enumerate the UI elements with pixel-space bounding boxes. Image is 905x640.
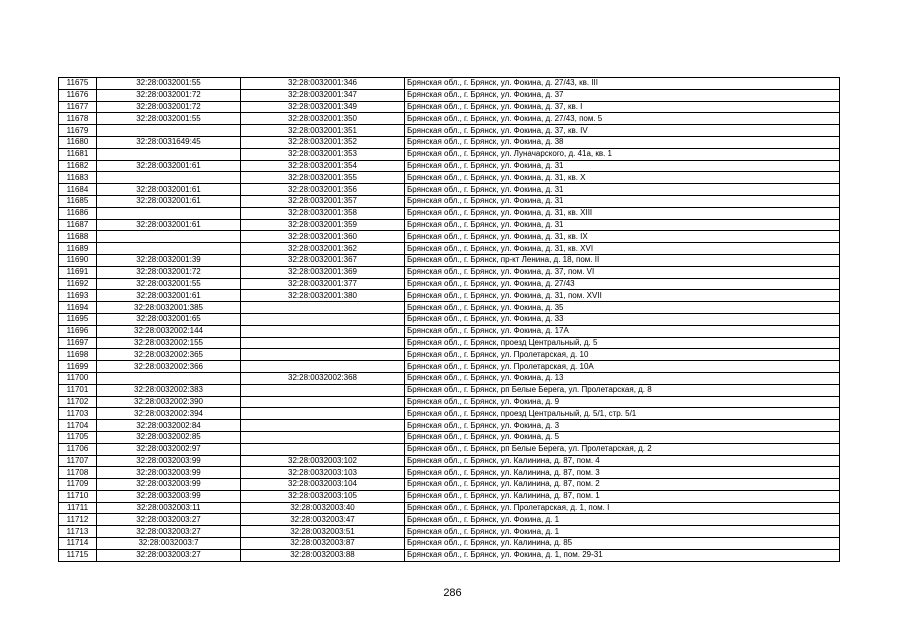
table-row	[59, 361, 840, 373]
table-row	[59, 408, 840, 420]
object-cadastral-number-cell	[241, 431, 405, 443]
address-cell: Брянская обл., г. Брянск, пр-кт Ленина, д. 18, пом. II	[405, 254, 840, 266]
table-row	[59, 290, 840, 302]
cadastral-number-cell: 32:28:0032001:55	[97, 278, 241, 290]
cadastral-number-cell: 32:28:0032002:155	[97, 337, 241, 349]
table-row	[59, 160, 840, 172]
cadastral-number-cell: 32:28:0032001:61	[97, 184, 241, 196]
address-cell: Брянская обл., г. Брянск, ул. Фокина, д. 1, пом. 29-31	[405, 549, 840, 561]
address-cell: Брянская обл., г. Брянск, рп Белые Берега, ул. Пролетарская, д. 8	[405, 384, 840, 396]
address-cell: Брянская обл., г. Брянск, ул. Фокина, д. 27/43, кв. III	[405, 78, 840, 90]
table-row	[59, 526, 840, 538]
object-cadastral-number-cell: 32:28:0032001:353	[241, 148, 405, 160]
address-cell: Брянская обл., г. Брянск, ул. Фокина, д. 3	[405, 420, 840, 432]
object-cadastral-number-cell: 32:28:0032003:105	[241, 490, 405, 502]
cadastral-number-cell: 32:28:0032002:394	[97, 408, 241, 420]
table-row	[59, 514, 840, 526]
table-row	[59, 479, 840, 491]
cadastral-number-cell: 32:28:0032001:39	[97, 254, 241, 266]
row-number-cell: 11684	[59, 184, 97, 196]
table-row	[59, 184, 840, 196]
address-cell: Брянская обл., г. Брянск, ул. Фокина, д. 9	[405, 396, 840, 408]
table-row	[59, 266, 840, 278]
table-row	[59, 78, 840, 90]
cadastral-number-cell: 32:28:0032001:72	[97, 101, 241, 113]
row-number-cell: 11715	[59, 549, 97, 561]
address-cell: Брянская обл., г. Брянск, ул. Калинина, д. 87, пом. 1	[405, 490, 840, 502]
cadastral-number-cell: 32:28:0032001:55	[97, 78, 241, 90]
object-cadastral-number-cell: 32:28:0032001:354	[241, 160, 405, 172]
cadastral-number-cell: 32:28:0032002:144	[97, 325, 241, 337]
object-cadastral-number-cell	[241, 325, 405, 337]
row-number-cell: 11705	[59, 431, 97, 443]
address-cell: Брянская обл., г. Брянск, ул. Фокина, д. 31, кв. IX	[405, 231, 840, 243]
row-number-cell: 11704	[59, 420, 97, 432]
table-row	[59, 207, 840, 219]
row-number-cell: 11681	[59, 148, 97, 160]
object-cadastral-number-cell: 32:28:0032001:349	[241, 101, 405, 113]
row-number-cell: 11693	[59, 290, 97, 302]
object-cadastral-number-cell: 32:28:0032001:347	[241, 89, 405, 101]
table-row	[59, 467, 840, 479]
cadastral-number-cell: 32:28:0032003:7	[97, 538, 241, 550]
cadastral-number-cell: 32:28:0032002:84	[97, 420, 241, 432]
row-number-cell: 11701	[59, 384, 97, 396]
address-cell: Брянская обл., г. Брянск, ул. Калинина, д. 87, пом. 2	[405, 479, 840, 491]
row-number-cell: 11707	[59, 455, 97, 467]
row-number-cell: 11709	[59, 479, 97, 491]
table-row	[59, 431, 840, 443]
cadastral-number-cell: 32:28:0032002:365	[97, 349, 241, 361]
cadastral-number-cell: 32:28:0032001:55	[97, 113, 241, 125]
cadastral-number-cell: 32:28:0032001:72	[97, 266, 241, 278]
object-cadastral-number-cell: 32:28:0032003:103	[241, 467, 405, 479]
address-cell: Брянская обл., г. Брянск, рп Белые Берега, ул. Пролетарская, д. 2	[405, 443, 840, 455]
row-number-cell: 11696	[59, 325, 97, 337]
row-number-cell: 11706	[59, 443, 97, 455]
table-row	[59, 490, 840, 502]
address-cell: Брянская обл., г. Брянск, ул. Фокина, д. 31, кв. X	[405, 172, 840, 184]
cadastral-number-cell: 32:28:0032002:390	[97, 396, 241, 408]
object-cadastral-number-cell: 32:28:0032001:367	[241, 254, 405, 266]
row-number-cell: 11680	[59, 136, 97, 148]
registry-table-body	[59, 78, 840, 562]
cadastral-number-cell: 32:28:0032001:61	[97, 160, 241, 172]
object-cadastral-number-cell: 32:28:0032003:51	[241, 526, 405, 538]
object-cadastral-number-cell: 32:28:0032001:358	[241, 207, 405, 219]
cadastral-number-cell: 32:28:0032002:383	[97, 384, 241, 396]
object-cadastral-number-cell: 32:28:0032003:104	[241, 479, 405, 491]
row-number-cell: 11678	[59, 113, 97, 125]
cadastral-number-cell: 32:28:0032003:99	[97, 490, 241, 502]
table-row	[59, 325, 840, 337]
address-cell: Брянская обл., г. Брянск, ул. Фокина, д. 31, пом. XVII	[405, 290, 840, 302]
address-cell: Брянская обл., г. Брянск, ул. Пролетарская, д. 1, пом. I	[405, 502, 840, 514]
row-number-cell: 11702	[59, 396, 97, 408]
cadastral-number-cell: 32:28:0032003:11	[97, 502, 241, 514]
row-number-cell: 11675	[59, 78, 97, 90]
address-cell: Брянская обл., г. Брянск, ул. Пролетарская, д. 10А	[405, 361, 840, 373]
object-cadastral-number-cell: 32:28:0032003:102	[241, 455, 405, 467]
row-number-cell: 11695	[59, 313, 97, 325]
address-cell: Брянская обл., г. Брянск, ул. Фокина, д. 38	[405, 136, 840, 148]
address-cell: Брянская обл., г. Брянск, ул. Калинина, д. 87, пом. 3	[405, 467, 840, 479]
cadastral-number-cell	[97, 125, 241, 137]
object-cadastral-number-cell: 32:28:0032001:377	[241, 278, 405, 290]
row-number-cell: 11694	[59, 302, 97, 314]
object-cadastral-number-cell: 32:28:0032003:88	[241, 549, 405, 561]
object-cadastral-number-cell: 32:28:0032001:355	[241, 172, 405, 184]
table-row	[59, 420, 840, 432]
address-cell: Брянская обл., г. Брянск, ул. Фокина, д. 27/43	[405, 278, 840, 290]
row-number-cell: 11692	[59, 278, 97, 290]
address-cell: Брянская обл., г. Брянск, ул. Фокина, д. 31	[405, 219, 840, 231]
object-cadastral-number-cell: 32:28:0032001:346	[241, 78, 405, 90]
cadastral-number-cell: 32:28:0032001:385	[97, 302, 241, 314]
object-cadastral-number-cell	[241, 384, 405, 396]
cadastral-number-cell: 32:28:0032001:61	[97, 195, 241, 207]
row-number-cell: 11679	[59, 125, 97, 137]
cadastral-number-cell	[97, 148, 241, 160]
table-row	[59, 396, 840, 408]
table-row	[59, 337, 840, 349]
table-row	[59, 113, 840, 125]
cadastral-number-cell: 32:28:0032003:27	[97, 514, 241, 526]
address-cell: Брянская обл., г. Брянск, проезд Центральный, д. 5	[405, 337, 840, 349]
row-number-cell: 11677	[59, 101, 97, 113]
row-number-cell: 11708	[59, 467, 97, 479]
table-row	[59, 372, 840, 384]
cadastral-number-cell	[97, 207, 241, 219]
row-number-cell: 11683	[59, 172, 97, 184]
address-cell: Брянская обл., г. Брянск, ул. Фокина, д. 1	[405, 526, 840, 538]
object-cadastral-number-cell	[241, 408, 405, 420]
cadastral-number-cell	[97, 372, 241, 384]
address-cell: Брянская обл., г. Брянск, ул. Фокина, д. 31	[405, 184, 840, 196]
cadastral-number-cell	[97, 172, 241, 184]
row-number-cell: 11698	[59, 349, 97, 361]
cadastral-number-cell: 32:28:0032002:97	[97, 443, 241, 455]
address-cell: Брянская обл., г. Брянск, ул. Фокина, д. 31, кв. XVI	[405, 243, 840, 255]
row-number-cell: 11700	[59, 372, 97, 384]
object-cadastral-number-cell: 32:28:0032001:360	[241, 231, 405, 243]
row-number-cell: 11687	[59, 219, 97, 231]
address-cell: Брянская обл., г. Брянск, ул. Пролетарская, д. 10	[405, 349, 840, 361]
object-cadastral-number-cell: 32:28:0032001:369	[241, 266, 405, 278]
object-cadastral-number-cell: 32:28:0032001:362	[241, 243, 405, 255]
address-cell: Брянская обл., г. Брянск, ул. Калинина, д. 85	[405, 538, 840, 550]
address-cell: Брянская обл., г. Брянск, ул. Калинина, д. 87, пом. 4	[405, 455, 840, 467]
cadastral-number-cell: 32:28:0032003:99	[97, 467, 241, 479]
address-cell: Брянская обл., г. Брянск, ул. Фокина, д. 1	[405, 514, 840, 526]
table-row	[59, 443, 840, 455]
row-number-cell: 11710	[59, 490, 97, 502]
table-row	[59, 302, 840, 314]
cadastral-number-cell: 32:28:0032003:27	[97, 526, 241, 538]
page-number: 286	[443, 587, 462, 599]
address-cell: Брянская обл., г. Брянск, ул. Фокина, д. 37, кв. I	[405, 101, 840, 113]
object-cadastral-number-cell: 32:28:0032001:350	[241, 113, 405, 125]
cadastral-number-cell: 32:28:0032001:72	[97, 89, 241, 101]
address-cell: Брянская обл., г. Брянск, ул. Фокина, д. 31, кв. XIII	[405, 207, 840, 219]
row-number-cell: 11685	[59, 195, 97, 207]
row-number-cell: 11713	[59, 526, 97, 538]
row-number-cell: 11703	[59, 408, 97, 420]
row-number-cell: 11688	[59, 231, 97, 243]
address-cell: Брянская обл., г. Брянск, ул. Фокина, д. 31	[405, 160, 840, 172]
table-row	[59, 243, 840, 255]
object-cadastral-number-cell	[241, 361, 405, 373]
address-cell: Брянская обл., г. Брянск, ул. Фокина, д. 13	[405, 372, 840, 384]
table-row	[59, 278, 840, 290]
table-row	[59, 89, 840, 101]
object-cadastral-number-cell: 32:28:0032001:352	[241, 136, 405, 148]
row-number-cell: 11691	[59, 266, 97, 278]
object-cadastral-number-cell: 32:28:0032001:359	[241, 219, 405, 231]
cadastral-number-cell: 32:28:0032002:85	[97, 431, 241, 443]
cadastral-number-cell: 32:28:0032002:366	[97, 361, 241, 373]
cadastral-number-cell: 32:28:0032001:65	[97, 313, 241, 325]
object-cadastral-number-cell: 32:28:0032002:368	[241, 372, 405, 384]
object-cadastral-number-cell: 32:28:0032003:47	[241, 514, 405, 526]
object-cadastral-number-cell: 32:28:0032001:351	[241, 125, 405, 137]
table-row	[59, 455, 840, 467]
table-row	[59, 231, 840, 243]
row-number-cell: 11676	[59, 89, 97, 101]
object-cadastral-number-cell	[241, 313, 405, 325]
cadastral-number-cell: 32:28:0032001:61	[97, 219, 241, 231]
address-cell: Брянская обл., г. Брянск, ул. Фокина, д. 37, пом. VI	[405, 266, 840, 278]
row-number-cell: 11682	[59, 160, 97, 172]
table-row	[59, 195, 840, 207]
table-row	[59, 254, 840, 266]
object-cadastral-number-cell	[241, 420, 405, 432]
address-cell: Брянская обл., г. Брянск, ул. Фокина, д. 31	[405, 195, 840, 207]
row-number-cell: 11690	[59, 254, 97, 266]
cadastral-number-cell: 32:28:0031649:45	[97, 136, 241, 148]
cadastral-number-cell	[97, 231, 241, 243]
row-number-cell: 11689	[59, 243, 97, 255]
table-row	[59, 172, 840, 184]
object-cadastral-number-cell	[241, 302, 405, 314]
address-cell: Брянская обл., г. Брянск, ул. Фокина, д. 35	[405, 302, 840, 314]
row-number-cell: 11714	[59, 538, 97, 550]
table-row	[59, 101, 840, 113]
address-cell: Брянская обл., г. Брянск, ул. Фокина, д. 5	[405, 431, 840, 443]
row-number-cell: 11712	[59, 514, 97, 526]
object-cadastral-number-cell: 32:28:0032001:380	[241, 290, 405, 302]
row-number-cell: 11699	[59, 361, 97, 373]
object-cadastral-number-cell: 32:28:0032003:87	[241, 538, 405, 550]
table-row	[59, 349, 840, 361]
address-cell: Брянская обл., г. Брянск, ул. Фокина, д. 27/43, пом. 5	[405, 113, 840, 125]
cadastral-number-cell: 32:28:0032003:99	[97, 479, 241, 491]
cadastral-number-cell: 32:28:0032001:61	[97, 290, 241, 302]
table-row	[59, 136, 840, 148]
cadastral-number-cell	[97, 243, 241, 255]
object-cadastral-number-cell: 32:28:0032001:356	[241, 184, 405, 196]
object-cadastral-number-cell	[241, 396, 405, 408]
table-row	[59, 148, 840, 160]
object-cadastral-number-cell: 32:28:0032001:357	[241, 195, 405, 207]
row-number-cell: 11697	[59, 337, 97, 349]
row-number-cell: 11711	[59, 502, 97, 514]
object-cadastral-number-cell	[241, 443, 405, 455]
table-row	[59, 549, 840, 561]
cadastral-number-cell: 32:28:0032003:27	[97, 549, 241, 561]
address-cell: Брянская обл., г. Брянск, проезд Центральный, д. 5/1, стр. 5/1	[405, 408, 840, 420]
table-row	[59, 538, 840, 550]
address-cell: Брянская обл., г. Брянск, ул. Фокина, д. 37	[405, 89, 840, 101]
address-cell: Брянская обл., г. Брянск, ул. Луначарского, д. 41а, кв. 1	[405, 148, 840, 160]
object-cadastral-number-cell	[241, 337, 405, 349]
object-cadastral-number-cell	[241, 349, 405, 361]
table-row	[59, 384, 840, 396]
address-cell: Брянская обл., г. Брянск, ул. Фокина, д. 33	[405, 313, 840, 325]
address-cell: Брянская обл., г. Брянск, ул. Фокина, д. 37, кв. IV	[405, 125, 840, 137]
table-row	[59, 313, 840, 325]
table-row	[59, 125, 840, 137]
table-row	[59, 219, 840, 231]
cadastral-number-cell: 32:28:0032003:99	[97, 455, 241, 467]
object-cadastral-number-cell: 32:28:0032003:40	[241, 502, 405, 514]
table-row	[59, 502, 840, 514]
registry-table	[58, 77, 840, 562]
row-number-cell: 11686	[59, 207, 97, 219]
address-cell: Брянская обл., г. Брянск, ул. Фокина, д. 17А	[405, 325, 840, 337]
